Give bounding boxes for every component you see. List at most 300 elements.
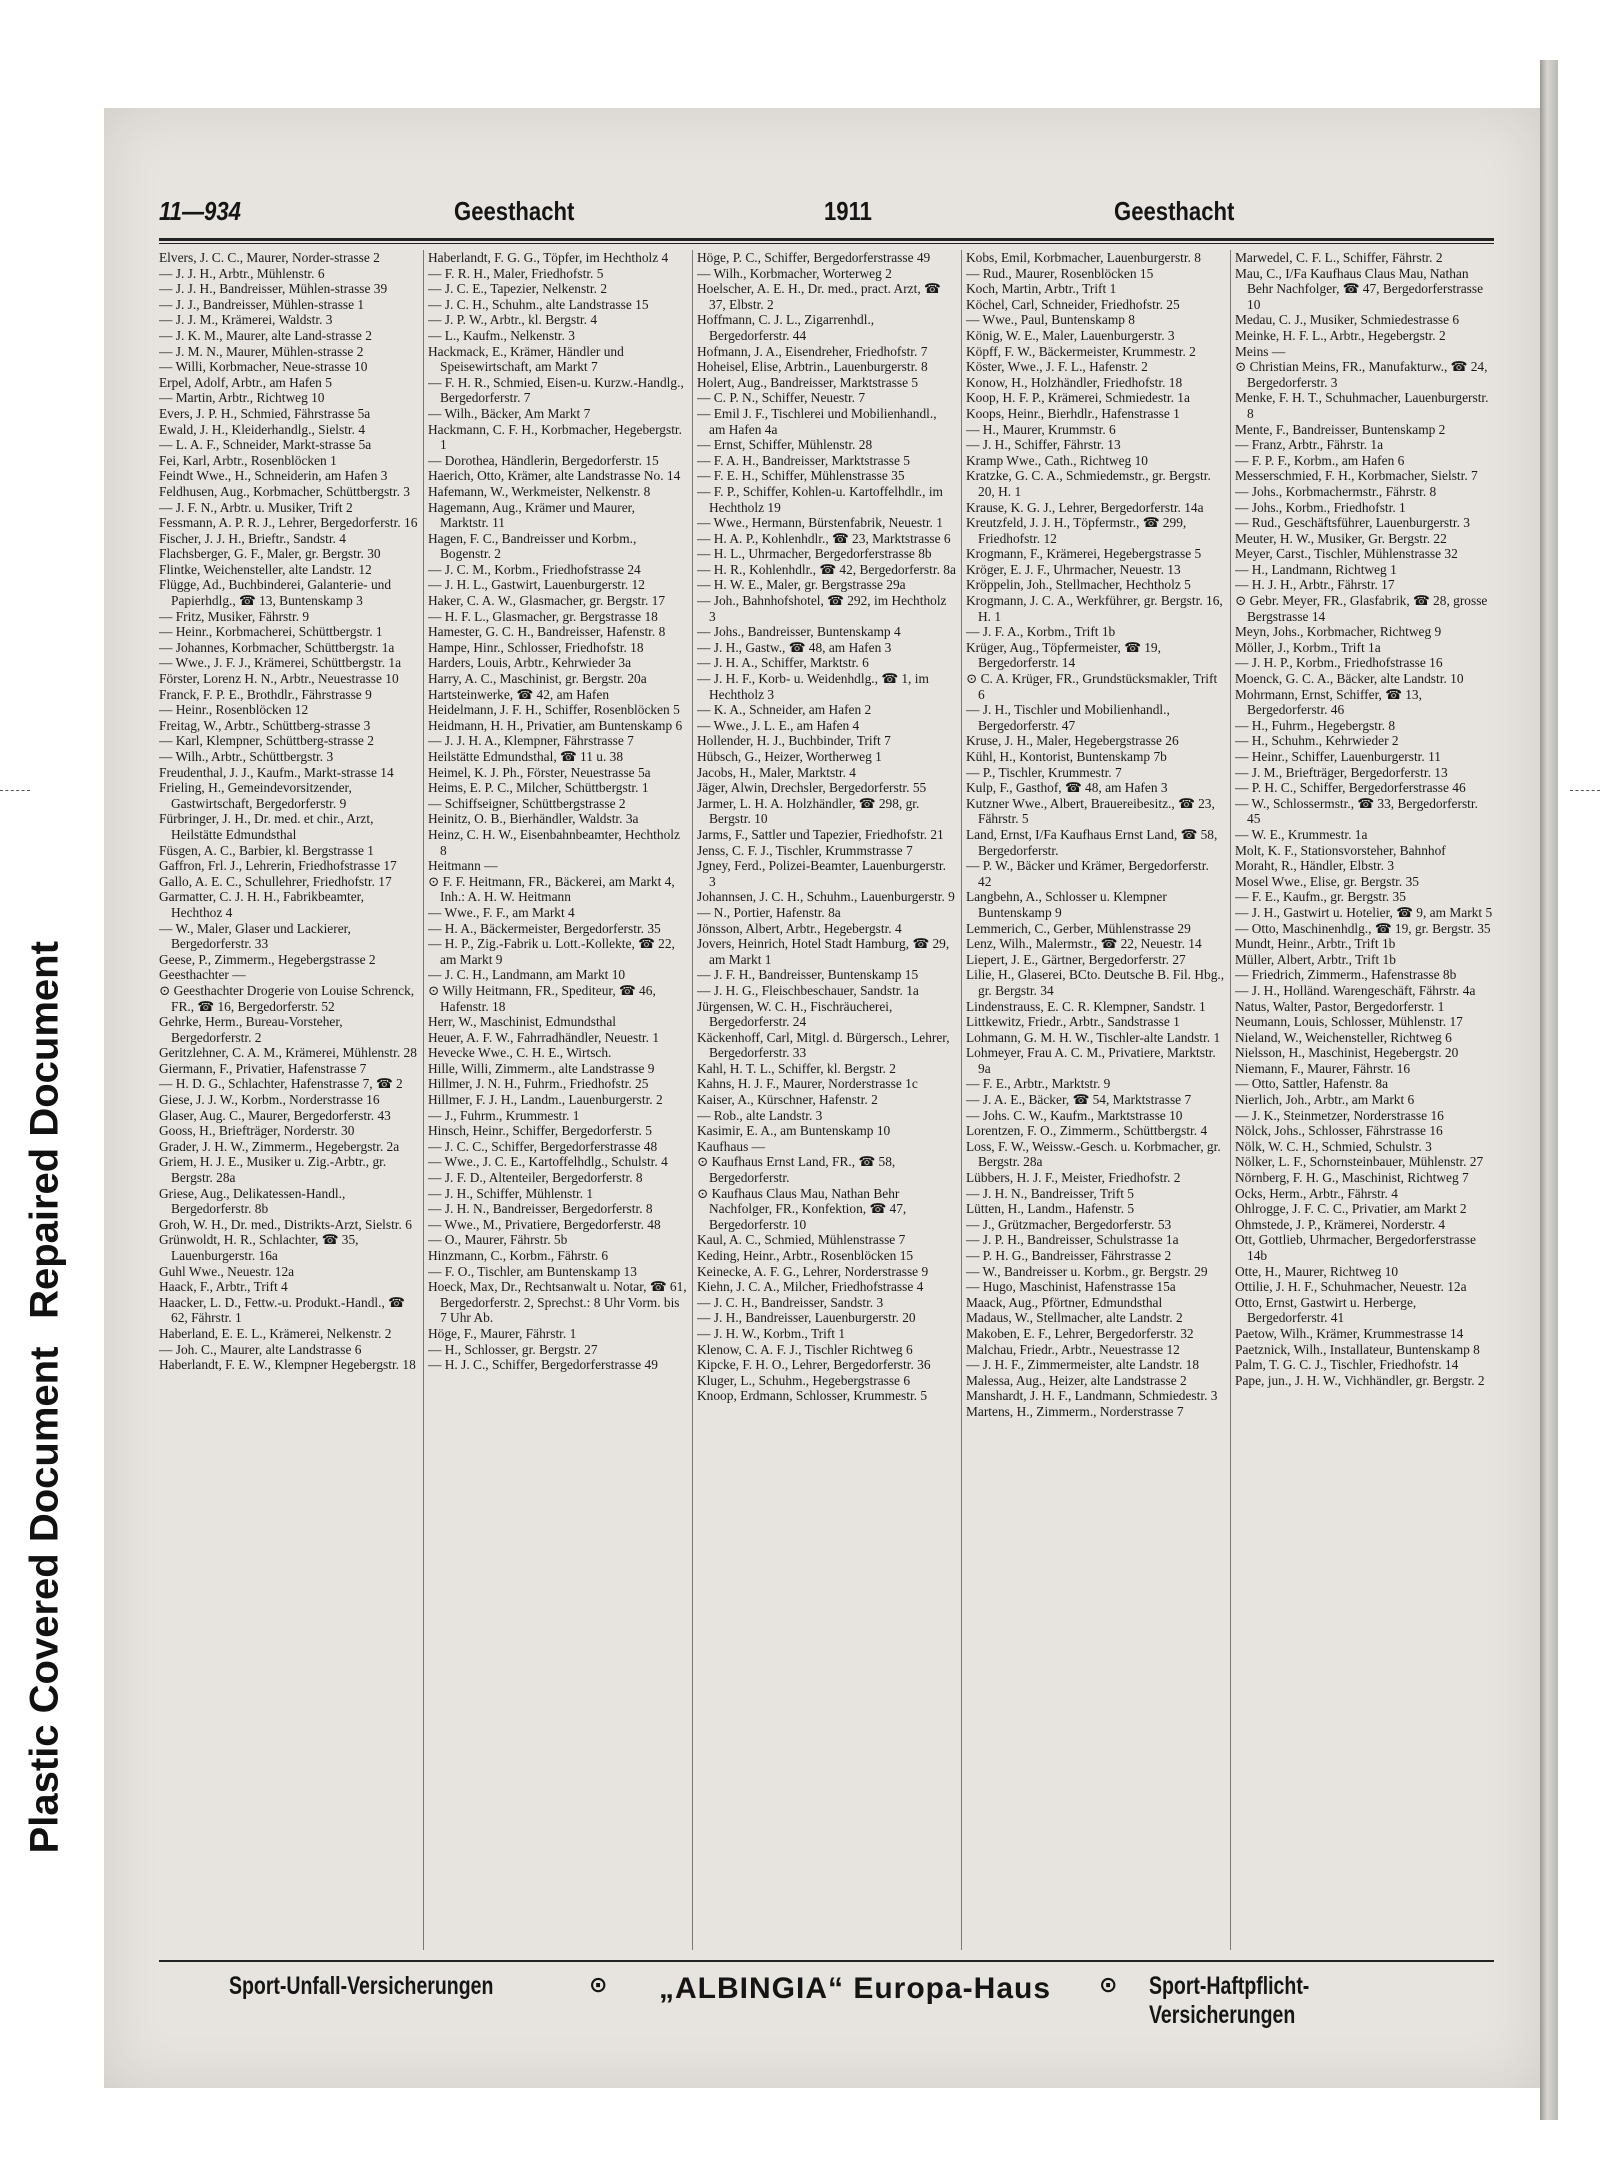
- directory-entry: Kramp Wwe., Cath., Richtweg 10: [966, 452, 1148, 468]
- directory-entry: Hillmer, J. N. H., Fuhrm., Friedhofstr. 25: [428, 1076, 649, 1092]
- directory-entry: — Wwe., F. F., am Markt 4: [428, 904, 575, 920]
- directory-entry: Hamester, G. C. H., Bandreisser, Hafenstr. 8: [428, 624, 666, 640]
- directory-entry: — K. A., Schneider, am Hafen 2: [697, 702, 872, 718]
- directory-entry: Geese, P., Zimmerm., Hegebergstrasse 2: [159, 951, 376, 967]
- directory-entry: — J. H., Holländ. Warengeschäft, Fährstr. 4a: [1235, 982, 1476, 998]
- directory-entry: — H. A. P., Kohlenhdlr., ☎ 23, Marktstrasse 6: [697, 530, 951, 546]
- directory-entry: Heinitz, O. B., Bierhändler, Waldstr. 3a: [428, 811, 639, 827]
- directory-entry: — J. C. M., Korbm., Friedhofstrasse 24: [428, 561, 641, 577]
- directory-entry: — H. R., Kohlenhdlr., ☎ 42, Bergedorferstr. 8a: [697, 561, 956, 577]
- directory-entry: Höge, F., Maurer, Fährstr. 1: [428, 1325, 577, 1341]
- directory-entry: — F. A. H., Bandreisser, Marktstrasse 5: [697, 452, 910, 468]
- directory-entry: — J. H., Schiffer, Fährstr. 13: [966, 437, 1121, 453]
- directory-column-3: [697, 250, 956, 1950]
- directory-entry: Moenck, G. C. A., Bäcker, alte Landstr. 10: [1235, 671, 1464, 687]
- directory-entry: — H., Schlosser, gr. Bergstr. 27: [428, 1341, 598, 1357]
- directory-entry: — Heinr., Schiffer, Lauenburgerstr. 11: [1235, 749, 1441, 764]
- directory-entry: Ottilie, J. H. F., Schuhmacher, Neuestr. 12a: [1235, 1279, 1467, 1295]
- directory-entry: — H., Landmann, Richtweg 1: [1235, 561, 1397, 577]
- directory-entry: Harry, A. C., Maschinist, gr. Bergstr. 20a: [428, 671, 647, 687]
- directory-entry: Fei, Karl, Arbtr., Rosenblöcken 1: [159, 452, 337, 468]
- directory-entry: Heidelmann, J. F. H., Schiffer, Rosenblöcken 5: [428, 702, 680, 718]
- directory-entry: Lübbers, H. J. F., Meister, Friedhofstr. 2: [966, 1170, 1181, 1186]
- directory-entry: Koop, H. F. P., Krämerei, Schmiedestr. 1a: [966, 390, 1190, 406]
- directory-entry: Kruse, J. H., Maler, Hegebergstrasse 26: [966, 733, 1179, 749]
- directory-entry: Lohmeyer, Frau A. C. M., Privatiere, Marktstr. 9a: [966, 1045, 1216, 1076]
- directory-entry: Frieling, H., Gemeindevorsitzender, Gastwirtschaft, Bergedorferstr. 9: [159, 780, 352, 811]
- directory-entry: Haberlandt, F. E. W., Klempner Hegebergstr. 18: [159, 1357, 416, 1373]
- directory-entry: — F. E., Kaufm., gr. Bergstr. 35: [1235, 889, 1406, 905]
- directory-entry: Feindt Wwe., H., Schneiderin, am Hafen 3: [159, 468, 388, 484]
- directory-entry: ⊙ Kaufhaus Claus Mau, Nathan Behr Nachfolger, FR., Konfektion, ☎ 47, Bergedorferstr. 10: [697, 1185, 907, 1232]
- directory-entry: — Johs., Korbm., Friedhofstr. 1: [1235, 499, 1406, 515]
- directory-entry: — J. H., Bandreisser, Lauenburgerstr. 20: [697, 1310, 916, 1326]
- directory-entry: Malessa, Aug., Heizer, alte Landstrasse 2: [966, 1372, 1187, 1388]
- directory-entry: Hinsch, Heinr., Schiffer, Bergedorferstr. 5: [428, 1123, 652, 1139]
- directory-entry: Gaffron, Frl. J., Lehrerin, Friedhofstrasse 17: [159, 858, 397, 874]
- directory-entry: — J. J. H., Arbtr., Mühlenstr. 6: [159, 265, 325, 281]
- directory-entry: — C. P. N., Schiffer, Neuestr. 7: [697, 390, 866, 406]
- directory-entry: Langbehn, A., Schlosser u. Klempner Buntenskamp 9: [966, 889, 1167, 920]
- directory-entry: — Joh., Bahnhofshotel, ☎ 292, im Hechtholz 3: [697, 593, 947, 624]
- directory-entry: Förster, Lorenz H. N., Arbtr., Neuestrasse 10: [159, 671, 399, 687]
- directory-entry: Gooss, H., Briefträger, Norderstr. 30: [159, 1123, 355, 1139]
- directory-entry: Jarmer, L. H. A. Holzhändler, ☎ 298, gr. Bergstr. 10: [697, 795, 920, 827]
- directory-entry: Johannsen, J. C. H., Schuhm., Lauenburgerstr. 9: [697, 889, 955, 905]
- directory-entry: — J. A. E., Bäcker, ☎ 54, Marktstrasse 7: [966, 1092, 1192, 1108]
- directory-entry: Hoelscher, A. E. H., Dr. med., pract. Arzt, ☎ 37, Elbstr. 2: [697, 281, 941, 312]
- directory-entry: Jovers, Heinrich, Hotel Stadt Hamburg, ☎ 29, am Markt 1: [697, 936, 950, 967]
- directory-entry: Loss, F. W., Weissw.-Gesch. u. Korbmacher, gr. Bergstr. 28a: [966, 1138, 1221, 1170]
- directory-entry: Meinke, H. F. L., Arbtr., Hegebergstr. 2: [1235, 327, 1446, 343]
- directory-entry: Ohmstede, J. P., Krämerei, Norderstr. 4: [1235, 1216, 1446, 1232]
- directory-entry: Paetow, Wilh., Krämer, Krummestrasse 14: [1235, 1325, 1464, 1341]
- directory-entry: Freitag, W., Arbtr., Schüttberg-strasse 3: [159, 717, 371, 733]
- directory-entry: Lilie, H., Glaserei, BCto. Deutsche B. Fil. Hbg., gr. Bergstr. 34: [966, 967, 1225, 998]
- directory-column-4: [966, 250, 1225, 1950]
- directory-entry: Littkewitz, Friedr., Arbtr., Sandstrasse 1: [966, 1014, 1180, 1030]
- directory-entry: — J. C. H., Bandreisser, Sandstr. 3: [697, 1294, 884, 1310]
- directory-entry: — H., Maurer, Krummstr. 6: [966, 421, 1116, 437]
- directory-entry: — Otto, Maschinenhdlg., ☎ 19, gr. Bergstr. 35: [1235, 920, 1491, 936]
- directory-entry: Köster, Wwe., J. F. L., Hafenstr. 2: [966, 359, 1148, 375]
- directory-entry: Heilstätte Edmundsthal, ☎ 11 u. 38: [428, 749, 624, 764]
- directory-entry: Messerschmied, F. H., Korbmacher, Sielstr. 7: [1235, 468, 1478, 484]
- directory-entry: Heimel, K. J. Ph., Förster, Neuestrasse 5a: [428, 764, 651, 780]
- directory-entry: — J., Grützmacher, Bergedorferstr. 53: [966, 1216, 1172, 1232]
- directory-entry: Klenow, C. A. F. J., Tischler Richtweg 6: [697, 1341, 913, 1357]
- directory-entry: Ewald, J. H., Kleiderhandlg., Sielstr. 4: [159, 421, 366, 437]
- directory-entry: Lorentzen, F. O., Zimmerm., Schüttbergstr. 4: [966, 1123, 1208, 1139]
- directory-entry: Mau, C., I/Fa Kaufhaus Claus Mau, Nathan Behr Nachfolger, ☎ 47, Bergedorferstrasse 10: [1235, 265, 1484, 312]
- directory-entry: Kulp, F., Gasthof, ☎ 48, am Hafen 3: [966, 780, 1168, 796]
- directory-entry: Maack, Aug., Pförtner, Edmundsthal: [966, 1294, 1163, 1310]
- directory-entry: — J. M. N., Maurer, Mühlen-strasse 2: [159, 343, 364, 359]
- directory-entry: Groh, W. H., Dr. med., Distrikts-Arzt, Sielstr. 6: [159, 1216, 412, 1232]
- directory-entry: — H. F. L., Glasmacher, gr. Bergstrasse 18: [428, 608, 658, 624]
- directory-entry: Hofmann, J. A., Eisendreher, Friedhofstr. 7: [697, 343, 928, 359]
- directory-entry: ⊙ Christian Meins, FR., Manufakturw., ☎ 24, Bergedorferstr. 3: [1235, 359, 1488, 390]
- directory-entry: Hagen, F. C., Bandreisser und Korbm., Bogenstr. 2: [428, 530, 637, 562]
- directory-entry: Holert, Aug., Bandreisser, Marktstrasse 5: [697, 374, 919, 390]
- directory-entry: Manshardt, J. H. F., Landmann, Schmiedestr. 3: [966, 1388, 1218, 1404]
- directory-entry: — Joh. C., Maurer, alte Landstrasse 6: [159, 1341, 362, 1357]
- directory-entry: — J. H., Tischler und Mobilienhandl., Bergedorferstr. 47: [966, 702, 1170, 733]
- directory-entry: — H., Schuhm., Kehrwieder 2: [1235, 733, 1399, 749]
- directory-entry: Land, Ernst, I/Fa Kaufhaus Ernst Land, ☎ 58, Bergedorferstr.: [966, 826, 1218, 858]
- directory-entry: Koch, Martin, Arbtr., Trift 1: [966, 281, 1117, 297]
- directory-entry: — Wilh., Korbmacher, Worterweg 2: [697, 265, 892, 281]
- directory-entry: — Hugo, Maschinist, Hafenstrasse 15a: [966, 1279, 1176, 1295]
- directory-entry: — H., Fuhrm., Hegebergstr. 8: [1235, 717, 1396, 733]
- directory-entry: Köpff, F. W., Bäckermeister, Krummestr. 2: [966, 343, 1196, 359]
- directory-entry: Gehrke, Herm., Bureau-Vorsteher, Bergedorferstr. 2: [159, 1014, 343, 1045]
- directory-entry: — Johs., Korbmachermstr., Fährstr. 8: [1235, 483, 1437, 499]
- directory-entry: Jenss, C. F. J., Tischler, Krummstrasse 7: [697, 842, 913, 858]
- directory-entry: — J. H. W., Korbm., Trift 1: [697, 1325, 846, 1341]
- directory-entry: Molt, K. F., Stationsvorsteher, Bahnhof: [1235, 842, 1446, 858]
- directory-entry: — Emil J. F., Tischlerei und Mobilienhandl., am Hafen 4a: [697, 405, 937, 437]
- footer-mark-left: ⊙: [589, 1972, 608, 1997]
- directory-column-1: [159, 250, 418, 1950]
- directory-entry: Kaul, A. C., Schmied, Mühlenstrasse 7: [697, 1232, 906, 1248]
- directory-entry: — H. J. H., Arbtr., Fährstr. 17: [1235, 577, 1395, 593]
- directory-entry: — J. H. P., Korbm., Friedhofstrasse 16: [1235, 655, 1443, 671]
- directory-entry: Nörnberg, F. H. G., Maschinist, Richtweg 7: [1235, 1170, 1469, 1186]
- directory-entry: Ohlrogge, J. F. C. C., Privatier, am Markt 2: [1235, 1201, 1467, 1217]
- directory-entry: Haacker, L. D., Fettw.-u. Produkt.-Handl., ☎ 62, Fährstr. 1: [159, 1294, 405, 1326]
- directory-entry: Ott, Gottlieb, Uhrmacher, Bergedorferstrasse 14b: [1235, 1232, 1476, 1263]
- directory-entry: Hartsteinwerke, ☎ 42, am Hafen: [428, 686, 610, 702]
- column-divider: [961, 250, 962, 1950]
- directory-entry: — Heinr., Korbmacherei, Schüttbergstr. 1: [159, 624, 383, 640]
- directory-entry: — Wwe., Hermann, Bürstenfabrik, Neuestr. 1: [697, 515, 943, 531]
- directory-entry: Erpel, Adolf, Arbtr., am Hafen 5: [159, 374, 332, 390]
- directory-entry: Kasimir, E. A., am Buntenskamp 10: [697, 1123, 891, 1139]
- directory-entry: — J. H. A., Schiffer, Marktstr. 6: [697, 655, 869, 671]
- directory-entry: — Ernst, Schiffer, Mühlenstr. 28: [697, 437, 873, 453]
- directory-entry: Müller, Albert, Arbtr., Trift 1b: [1235, 951, 1396, 967]
- directory-entry: — L. A. F., Schneider, Markt-strasse 5a: [159, 437, 372, 453]
- directory-entry: Nölck, Johs., Schlosser, Fährstrasse 16: [1235, 1123, 1443, 1139]
- directory-entry: Hafemann, W., Werkmeister, Nelkenstr. 8: [428, 483, 651, 499]
- footer-rule: [159, 1960, 1494, 1962]
- directory-entry: — J. H. L., Gastwirt, Lauenburgerstr. 12: [428, 577, 645, 593]
- directory-entry: — Schiffseigner, Schüttbergstrasse 2: [428, 795, 626, 811]
- directory-entry: Palm, T. G. C. J., Tischler, Friedhofstr. 14: [1235, 1357, 1459, 1373]
- directory-entry: Fürbringer, J. H., Dr. med. et chir., Arzt, Heilstätte Edmundsthal: [159, 811, 374, 842]
- footer-ad-center: „ALBINGIA“ Europa-Haus: [659, 1972, 1052, 2005]
- page-number: 11—934: [159, 196, 241, 226]
- directory-entry: Otte, H., Maurer, Richtweg 10: [1235, 1263, 1399, 1279]
- directory-entry: Hillmer, F. J. H., Landm., Lauenburgerstr. 2: [428, 1092, 663, 1108]
- directory-entry: — J. C. H., Schuhm., alte Landstrasse 15: [428, 296, 649, 312]
- directory-entry: Keding, Heinr., Arbtr., Rosenblöcken 15: [697, 1248, 914, 1263]
- directory-entry: Konow, H., Holzhändler, Friedhofstr. 18: [966, 374, 1183, 390]
- directory-entry: ⊙ F. F. Heitmann, FR., Bäckerei, am Markt 4, Inh.: A. H. W. Heitmann: [428, 873, 675, 905]
- directory-entry: — F. E. H., Schiffer, Mühlenstrasse 35: [697, 468, 905, 484]
- directory-entry: — Dorothea, Händlerin, Bergedorferstr. 15: [428, 452, 659, 468]
- directory-entry: Elvers, J. C. C., Maurer, Norder-strasse 2: [159, 250, 380, 265]
- directory-entry: Nierlich, Joh., Arbtr., am Markt 6: [1235, 1092, 1415, 1108]
- directory-entry: Nieland, W., Weichensteller, Richtweg 6: [1235, 1029, 1452, 1045]
- directory-entry: Hollender, H. J., Buchbinder, Trift 7: [697, 733, 891, 749]
- directory-entry: — F. E., Arbtr., Marktstr. 9: [966, 1076, 1111, 1092]
- directory-entry: Nölker, L. F., Schornsteinbauer, Mühlenstr. 27: [1235, 1154, 1484, 1170]
- directory-entry: ⊙ Gebr. Meyer, FR., Glasfabrik, ☎ 28, grosse Bergstrasse 14: [1235, 593, 1488, 624]
- directory-entry: — Wwe., J. F. J., Krämerei, Schüttbergstr. 1a: [159, 655, 402, 671]
- directory-entry: — J. J. H. A., Klempner, Fährstrasse 7: [428, 733, 634, 749]
- directory-entry: Heims, E. P. C., Milcher, Schüttbergstr. 1: [428, 780, 649, 796]
- directory-entry: ⊙ Kaufhaus Ernst Land, FR., ☎ 58, Bergedorferstr.: [697, 1154, 896, 1186]
- directory-entry: Höge, P. C., Schiffer, Bergedorferstrasse 49: [697, 250, 931, 265]
- directory-entry: Kröger, E. J. F., Uhrmacher, Neuestr. 13: [966, 561, 1181, 577]
- directory-entry: — Martin, Arbtr., Richtweg 10: [159, 390, 325, 406]
- directory-entry: — J. C. C., Schiffer, Bergedorferstrasse 48: [428, 1138, 658, 1154]
- directory-entry: — P. H. C., Schiffer, Bergedorferstrasse 46: [1235, 780, 1466, 796]
- side-label-plastic-covered: Plastic Covered Document: [22, 1346, 67, 1854]
- directory-entry: Mosel Wwe., Elise, gr. Bergstr. 35: [1235, 873, 1419, 889]
- directory-entry: Jäger, Alwin, Drechsler, Bergedorferstr. 55: [697, 780, 927, 796]
- directory-entry: Kiehn, J. C. A., Milcher, Friedhofstrasse 4: [697, 1279, 924, 1295]
- footer-ad-right: Sport-Haftpflicht-Versicherungen: [1149, 1972, 1310, 2029]
- directory-entry: — P., Tischler, Krummestr. 7: [966, 764, 1122, 780]
- directory-entry: Franck, F. P. E., Brothdlr., Fährstrasse 9: [159, 686, 372, 702]
- directory-entry: — H. A., Bäckermeister, Bergedorferstr. 35: [428, 920, 661, 936]
- directory-entry: — H. J. C., Schiffer, Bergedorferstrasse 49: [428, 1357, 658, 1373]
- advertisement-footer: [159, 1972, 1494, 2029]
- directory-entry: — J. H., Gastwirt u. Hotelier, ☎ 9, am Markt 5: [1235, 904, 1493, 920]
- directory-entry: — H. W. E., Maler, gr. Bergstrasse 29a: [697, 577, 906, 593]
- directory-entry: — J. F. A., Korbm., Trift 1b: [966, 624, 1116, 640]
- directory-entry: Pape, jun., J. H. W., Vichhändler, gr. Bergstr. 2: [1235, 1372, 1485, 1388]
- directory-entry: Kröppelin, Joh., Stellmacher, Hechtholz 5: [966, 577, 1191, 593]
- directory-entry: Keinecke, A. F. G., Lehrer, Norderstrasse 9: [697, 1263, 929, 1279]
- directory-entry: Grader, J. H. W., Zimmerm., Hegebergstr. 2a: [159, 1138, 400, 1154]
- directory-entry: Harders, Louis, Arbtr., Kehrwieder 3a: [428, 655, 632, 671]
- directory-entry: Moraht, R., Händler, Elbstr. 3: [1235, 858, 1395, 874]
- directory-entry: Niemann, F., Maurer, Fährstr. 16: [1235, 1060, 1411, 1076]
- directory-entry: — H. P., Zig.-Fabrik u. Lott.-Kollekte, ☎ 22, am Markt 9: [428, 936, 675, 967]
- directory-entry: — J. J. M., Krämerei, Waldstr. 3: [159, 312, 333, 328]
- directory-entry: — W., Bandreisser u. Korbm., gr. Bergstr. 29: [966, 1263, 1208, 1279]
- directory-entry: Meuter, H. W., Musiker, Gr. Bergstr. 22: [1235, 530, 1447, 546]
- directory-entry: Griese, Aug., Delikatessen-Handl., Bergedorferstr. 8b: [159, 1185, 346, 1217]
- directory-entry: — Rud., Geschäftsführer, Lauenburgerstr. 3: [1235, 515, 1470, 531]
- directory-entry: Giermann, F., Privatier, Hafenstrasse 7: [159, 1060, 367, 1076]
- directory-entry: — F. P. F., Korbm., am Hafen 6: [1235, 452, 1405, 468]
- directory-column-2: [428, 250, 687, 1950]
- directory-entry: — J. F. H., Bandreisser, Buntenskamp 15: [697, 967, 919, 983]
- crop-mark-right: [1570, 790, 1600, 791]
- directory-entry: — J. F. D., Altenteiler, Bergedorferstr. 8: [428, 1170, 643, 1186]
- directory-entry: — Fritz, Musiker, Fährstr. 9: [159, 608, 310, 624]
- directory-entry: Möller, J., Korbm., Trift 1a: [1235, 639, 1381, 655]
- directory-entry: — J. J., Bandreisser, Mühlen-strasse 1: [159, 296, 365, 312]
- directory-entry: — J. F. N., Arbtr. u. Musiker, Trift 2: [159, 499, 353, 515]
- directory-entry: — J. K., Steinmetzer, Norderstrasse 16: [1235, 1107, 1444, 1123]
- directory-entry: Koops, Heinr., Bierhdlr., Hafenstrasse 1: [966, 405, 1180, 421]
- directory-entry: Paetznick, Wilh., Installateur, Buntenskamp 8: [1235, 1341, 1480, 1357]
- header-rule: [159, 238, 1494, 244]
- directory-column-5: [1235, 250, 1494, 1950]
- directory-entry: Haberland, E. E. L., Krämerei, Nelkenstr. 2: [159, 1325, 392, 1341]
- directory-entry: Evers, J. P. H., Schmied, Fährstrasse 5a: [159, 405, 371, 421]
- directory-entry: Jgney, Ferd., Polizei-Beamter, Lauenburgerstr. 3: [697, 858, 946, 889]
- directory-entry: Kaiser, A., Kürschner, Hafenstr. 2: [697, 1092, 878, 1108]
- directory-entry: Giese, J. J. W., Korbm., Norderstrasse 16: [159, 1092, 380, 1108]
- column-divider: [1230, 250, 1231, 1950]
- directory-entry: Käckenhoff, Carl, Mitgl. d. Bürgersch., Lehrer, Bergedorferstr. 33: [697, 1029, 950, 1061]
- directory-entry: Neumann, Louis, Schlosser, Mühlenstr. 17: [1235, 1014, 1463, 1030]
- directory-entry: — F. P., Schiffer, Kohlen-u. Kartoffelhdlr., im Hechtholz 19: [697, 483, 943, 515]
- directory-columns: [159, 250, 1494, 1950]
- directory-entry: Natus, Walter, Pastor, Bergedorferstr. 1: [1235, 998, 1445, 1014]
- directory-entry: Flügge, Ad., Buchbinderei, Galanterie- und Papierhdlg., ☎ 13, Buntenskamp 3: [159, 577, 392, 609]
- directory-entry: Haerich, Otto, Krämer, alte Landstrasse No. 14: [428, 468, 681, 484]
- directory-entry: Feldhusen, Aug., Korbmacher, Schüttbergstr. 3: [159, 483, 411, 499]
- directory-entry: — O., Maurer, Fährstr. 5b: [428, 1232, 568, 1248]
- directory-entry: Meyer, Carst., Tischler, Mühlenstrasse 32: [1235, 546, 1458, 562]
- directory-entry: Haker, C. A. W., Glasmacher, gr. Bergstr. 17: [428, 593, 666, 609]
- directory-entry: ⊙ Willy Heitmann, FR., Spediteur, ☎ 46, Hafenstr. 18: [428, 982, 656, 1014]
- side-labels: [0, 0, 90, 2177]
- directory-entry: Heinz, C. H. W., Eisenbahnbeamter, Hechtholz 8: [428, 826, 680, 858]
- directory-entry: Meyn, Johs., Korbmacher, Richtweg 9: [1235, 624, 1442, 640]
- directory-entry: — Friedrich, Zimmerm., Hafenstrasse 8b: [1235, 967, 1457, 983]
- directory-entry: Freudenthal, J. J., Kaufm., Markt-strasse 14: [159, 764, 394, 780]
- directory-entry: Lohmann, G. M. H. W., Tischler-alte Landstr. 1: [966, 1029, 1221, 1045]
- directory-entry: Madaus, W., Stellmacher, alte Landstr. 2: [966, 1310, 1183, 1326]
- directory-entry: Jönsson, Albert, Arbtr., Hegebergstr. 4: [697, 920, 902, 936]
- directory-entry: — Rob., alte Landstr. 3: [697, 1107, 823, 1123]
- directory-entry: — Rud., Maurer, Rosenblöcken 15: [966, 265, 1154, 281]
- directory-entry: Füsgen, A. C., Barbier, kl. Bergstrasse 1: [159, 842, 374, 858]
- directory-entry: Mente, F., Bandreisser, Buntenskamp 2: [1235, 421, 1446, 437]
- directory-entry: Makoben, E. F., Lehrer, Bergedorferstr. 32: [966, 1325, 1194, 1341]
- directory-entry: — J. H. N., Bandreisser, Bergedorferstr. 8: [428, 1201, 653, 1217]
- footer-ad-left: Sport-Unfall-Versicherungen: [229, 1972, 494, 2000]
- directory-entry: Krogmann, F., Krämerei, Hegebergstrasse 5: [966, 546, 1202, 562]
- directory-entry: — J. J. H., Bandreisser, Mühlen-strasse 39: [159, 281, 388, 297]
- column-divider: [692, 250, 693, 1950]
- directory-entry: Lütten, H., Landm., Hafenstr. 5: [966, 1201, 1135, 1217]
- directory-entry: Haberlandt, F. G. G., Töpfer, im Hechtholz 4: [428, 250, 669, 265]
- directory-entry: — J. M., Briefträger, Bergedorferstr. 13: [1235, 764, 1448, 780]
- directory-entry: Medau, C. J., Musiker, Schmiedestrasse 6: [1235, 312, 1460, 328]
- directory-entry: — J. P. W., Arbtr., kl. Bergstr. 4: [428, 312, 598, 328]
- directory-entry: Flintke, Weichensteller, alte Landstr. 12: [159, 561, 372, 577]
- directory-entry: — J. H. N., Bandreisser, Trift 5: [966, 1185, 1134, 1201]
- directory-entry: Heuer, A. F. W., Fahrradhändler, Neuestr. 1: [428, 1029, 660, 1045]
- directory-entry: Krause, K. G. J., Lehrer, Bergedorferstr. 14a: [966, 499, 1204, 515]
- directory-entry: Kratzke, G. C. A., Schmiedemstr., gr. Bergstr. 20, H. 1: [966, 468, 1211, 499]
- directory-entry: Ocks, Herm., Arbtr., Fährstr. 4: [1235, 1185, 1398, 1201]
- directory-entry: — Heinr., Rosenblöcken 12: [159, 702, 309, 718]
- directory-entry: Fischer, J. J. H., Brieftr., Sandstr. 4: [159, 530, 346, 546]
- directory-entry: — J. H. F., Korb- u. Weidenhdlg., ☎ 1, im Hechtholz 3: [697, 671, 929, 702]
- directory-entry: — J., Fuhrm., Krummestr. 1: [428, 1107, 580, 1123]
- directory-entry: — J. H., Schiffer, Mühlenstr. 1: [428, 1185, 594, 1201]
- column-divider: [423, 250, 424, 1950]
- directory-entry: — Johs., Bandreisser, Buntenskamp 4: [697, 624, 901, 640]
- directory-entry: Nölk, W. C. H., Schmied, Schulstr. 3: [1235, 1138, 1432, 1154]
- directory-entry: Jarms, F., Sattler und Tapezier, Friedhofstr. 21: [697, 826, 944, 842]
- directory-entry: Hackmann, C. F. H., Korbmacher, Hegebergstr. 1: [428, 421, 682, 453]
- directory-entry: — F. H. R., Schmied, Eisen-u. Kurzw.-Handlg., Bergedorferstr. 7: [428, 374, 684, 406]
- directory-entry: — Wwe., J. C. E., Kartoffelhdlg., Schulstr. 4: [428, 1154, 668, 1170]
- directory-entry: Kahl, H. T. L., Schiffer, kl. Bergstr. 2: [697, 1060, 896, 1076]
- directory-entry: — Otto, Sattler, Hafenstr. 8a: [1235, 1076, 1389, 1092]
- directory-entry: Hampe, Hinr., Schlosser, Friedhofstr. 18: [428, 639, 644, 655]
- directory-entry: — J. C. H., Landmann, am Markt 10: [428, 967, 626, 983]
- directory-entry: Mundt, Heinr., Arbtr., Trift 1b: [1235, 936, 1396, 952]
- directory-entry: Meins —: [1235, 343, 1286, 359]
- directory-entry: Lemmerich, C., Gerber, Mühlenstrasse 29: [966, 920, 1191, 936]
- directory-entry: — J. H. F., Zimmermeister, alte Landstr. 18: [966, 1357, 1200, 1373]
- directory-entry: Jacobs, H., Maler, Marktstr. 4: [697, 764, 857, 780]
- directory-entry: Nielsson, H., Maschinist, Hegebergstr. 20: [1235, 1045, 1459, 1061]
- directory-entry: Krüger, Aug., Töpfermeister, ☎ 19, Bergedorferstr. 14: [966, 639, 1161, 671]
- directory-entry: — W. E., Krummestr. 1a: [1235, 826, 1368, 842]
- directory-entry: — Wwe., Paul, Buntenskamp 8: [966, 312, 1135, 328]
- book-page-edge: [1540, 60, 1558, 2120]
- directory-entry: — Franz, Arbtr., Fährstr. 1a: [1235, 437, 1384, 453]
- directory-entry: — J. C. E., Tapezier, Nelkenstr. 2: [428, 281, 608, 297]
- directory-entry: — J. H. G., Fleischbeschauer, Sandstr. 1a: [697, 982, 919, 998]
- directory-entry: Gallo, A. E. C., Schullehrer, Friedhofstr. 17: [159, 873, 392, 889]
- directory-entry: Hübsch, G., Heizer, Wortherweg 1: [697, 749, 882, 764]
- directory-entry: — Karl, Klempner, Schüttberg-strasse 2: [159, 733, 374, 749]
- directory-entry: Hinzmann, C., Korbm., Fährstr. 6: [428, 1248, 609, 1263]
- directory-entry: — J. P. H., Bandreisser, Schulstrasse 1a: [966, 1232, 1179, 1248]
- directory-entry: Knoop, Erdmann, Schlosser, Krummestr. 5: [697, 1388, 928, 1404]
- directory-entry: — W., Maler, Glaser und Lackierer, Bergedorferstr. 33: [159, 920, 351, 952]
- directory-entry: Hille, Willi, Zimmerm., alte Landstrasse 9: [428, 1060, 655, 1076]
- directory-entry: Heitmann —: [428, 858, 498, 874]
- directory-entry: Kobs, Emil, Korbmacher, Lauenburgerstr. 8: [966, 250, 1201, 265]
- directory-entry: Kipcke, F. H. O., Lehrer, Bergedorferstr. 36: [697, 1357, 931, 1373]
- directory-page: [104, 108, 1540, 2088]
- directory-entry: — H. D. G., Schlachter, Hafenstrasse 7, ☎ 2: [159, 1076, 403, 1092]
- directory-entry: Lenz, Wilh., Malermstr., ☎ 22, Neuestr. 14: [966, 936, 1202, 952]
- header-place-right: Geesthacht: [1114, 196, 1235, 226]
- directory-entry: — H. L., Uhrmacher, Bergedorferstrasse 8b: [697, 546, 932, 562]
- directory-entry: — F. R. H., Maler, Friedhofstr. 5: [428, 265, 604, 281]
- directory-entry: Menke, F. H. T., Schuhmacher, Lauenburgerstr. 8: [1235, 390, 1489, 421]
- directory-entry: Liepert, J. E., Gärtner, Bergedorferstr. 27: [966, 951, 1186, 967]
- directory-entry: Jürgensen, W. C. H., Fischräucherei, Bergedorferstr. 24: [697, 998, 893, 1030]
- side-label-repaired: Repaired Document: [22, 941, 67, 1319]
- directory-entry: Herr, W., Maschinist, Edmundsthal: [428, 1014, 617, 1030]
- directory-entry: — Wilh., Arbtr., Schüttbergstr. 3: [159, 749, 334, 764]
- directory-entry: Kahns, H. J. F., Maurer, Norderstrasse 1c: [697, 1076, 918, 1092]
- directory-entry: Flachsberger, G. F., Maler, gr. Bergstr. 30: [159, 546, 381, 562]
- directory-entry: Heidmann, H. H., Privatier, am Buntenskamp 6: [428, 717, 683, 733]
- directory-entry: König, W. E., Maler, Lauenburgerstr. 3: [966, 327, 1175, 343]
- header-year: 1911: [824, 196, 872, 226]
- directory-entry: Kluger, L., Schuhm., Hegebergstrasse 6: [697, 1372, 911, 1388]
- directory-entry: Geesthachter —: [159, 967, 246, 983]
- directory-entry: ⊙ C. A. Krüger, FR., Grundstücksmakler, Trift 6: [966, 671, 1218, 702]
- crop-mark-left: [0, 790, 30, 791]
- directory-entry: Haack, F., Arbtr., Trift 4: [159, 1279, 288, 1295]
- directory-entry: — Willi, Korbmacher, Neue-strasse 10: [159, 359, 368, 375]
- directory-entry: — W., Schlossermstr., ☎ 33, Bergedorferstr. 45: [1235, 795, 1478, 827]
- directory-entry: Kreutzfeld, J. J. H., Töpfermstr., ☎ 299, Friedhofstr. 12: [966, 515, 1187, 546]
- directory-entry: Malchau, Friedr., Arbtr., Neuestrasse 12: [966, 1341, 1180, 1357]
- directory-entry: Kühl, H., Kontorist, Buntenskamp 7b: [966, 749, 1167, 764]
